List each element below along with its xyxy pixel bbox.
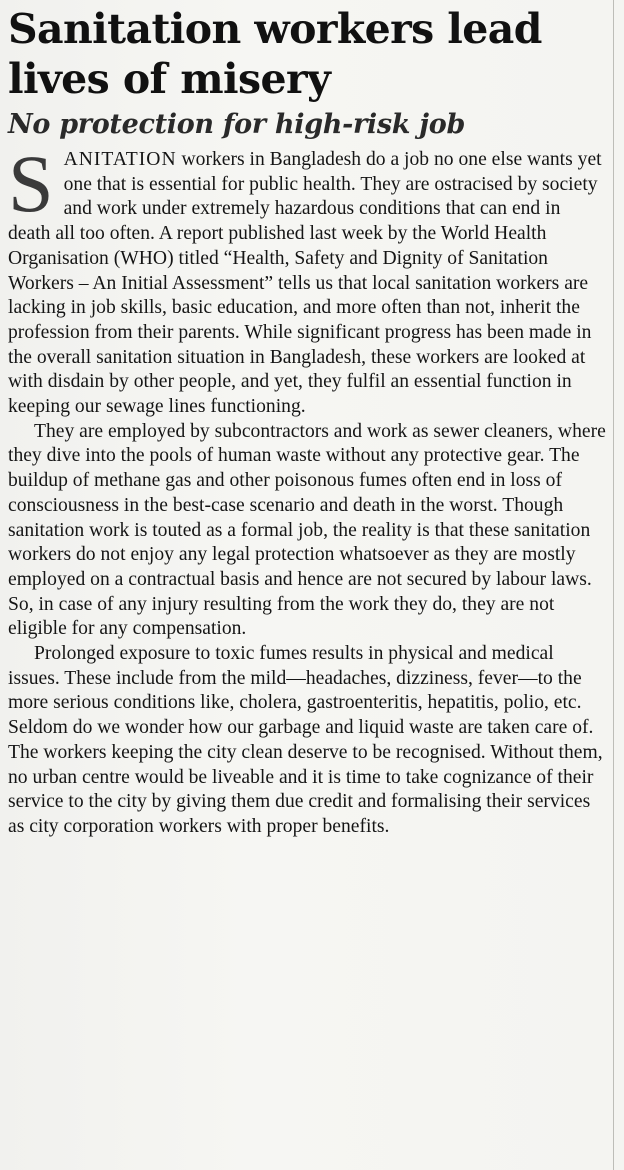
paragraph-1 bbox=[8, 138, 606, 420]
paragraph-2: They are employed by subcontractors and work as sewer cleaners, where they dive into the pools of human waste without any protective gear. The buildup of methane gas and other poisonous fumes often end in loss of consciousness in the best-case scenario and death in the worst. Though sanitation work is touted as a formal job, the reality is that these sanitation workers do not enjoy any legal protection whatsoever as they are mostly employed on a contractual basis and hence are not secured by labour laws. So, in case of any injury resulting from the work they do, they are not eligible for any compensation. bbox=[8, 420, 606, 640]
article-body bbox=[8, 138, 616, 840]
headline: Sanitation workers lead lives of misery bbox=[8, 5, 542, 103]
lead-caps: ANITATION bbox=[63, 149, 177, 170]
column-edge-rule bbox=[613, 0, 614, 1170]
paragraph-1-text: workers in Bangladesh do a job no one else wants yet one that is essential for public health. They are ostracised by society and work under extremely hazardous conditions that can end in death all too often. A report published last week by the World Health Organisation (WHO) titled “Health, Safety and Dignity of Sanitation Workers – An Initial Assessment” tells us that local sanitation workers are lacking in job skills, basic education, and more often than not, inherit the profession from their parents. While significant progress has been made in the overall sanitation situation in Bangladesh, these workers are looked at with disdain by other people, and yet, they fulfil an essential function in keeping our sewage lines functioning. bbox=[8, 149, 602, 418]
drop-cap: S bbox=[8, 138, 54, 229]
paragraph-3: Prolonged exposure to toxic fumes results in physical and medical issues. These include from the mild—headaches, dizziness, fever—to the more serious conditions like, cholera, gastroenteritis, hepatitis, polio, etc. Seldom do we wonder how our garbage and liquid waste are taken care of. The workers keeping the city clean deserve to be recognised. Without them, no urban centre would be liveable and it is time to take cognizance of their service to the city by giving them due credit and formalising their services as city corporation workers with proper benefits. bbox=[8, 643, 603, 837]
subheadline: No protection for high-risk job bbox=[8, 109, 466, 140]
